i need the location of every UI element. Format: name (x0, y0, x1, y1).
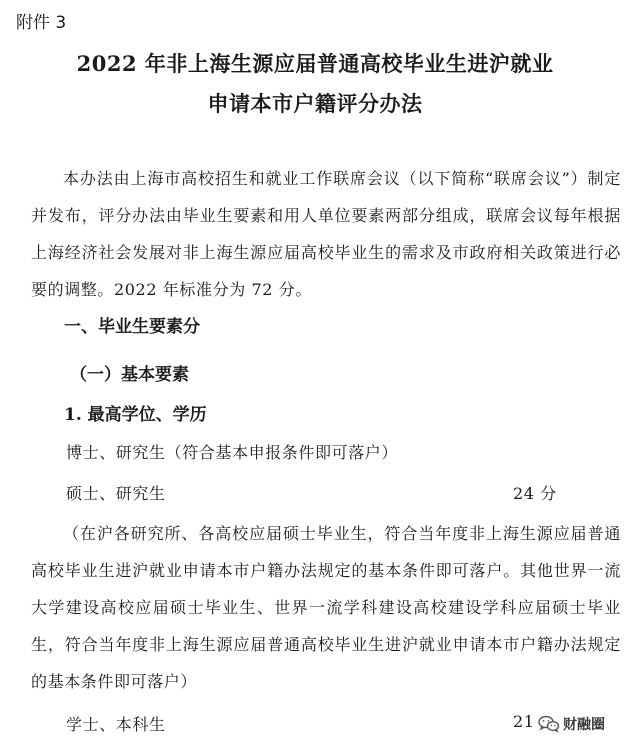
item-heading: 1. 最高学位、学历 (64, 405, 207, 425)
intro-paragraph: 本办法由上海市高校招生和就业工作联席会议（以下简称“联席会议”）制定并发布，评分办法由毕业生要素和用人单位要素两部分组成，联席会议每年根据上海经济社会发展对非上海生源应届高校毕业生的需求及市政府相关政策进行必要的调整。2022 年标准分为 72 分。 (31, 169, 621, 299)
wechat-icon (538, 715, 560, 733)
master-label: 硕士、研究生 (66, 484, 166, 503)
subsection-heading: （一）基本要素 (70, 365, 189, 385)
bachelor-score: 21 (513, 712, 535, 731)
attachment-label: 附件 3 (16, 13, 67, 33)
master-note-paragraph: （在沪各研究所、各高校应届硕士毕业生，符合当年度非上海生源应届普通高校毕业生进沪就业申请本市户籍办法规定的基本条件即可落户。其他世界一流大学建设高校应届硕士毕业生、世界一流学科建设高校建设学科应届硕士毕业生，符合当年度非上海生源应届普通高校毕业生进沪就业申请本市户籍办法规定的基本条件即可落户） (31, 524, 621, 691)
watermark-text: 财融圈 (563, 717, 605, 733)
watermark (536, 714, 607, 734)
document-title-line-1: 2022 年非上海生源应届普通高校毕业生进沪就业 (76, 51, 554, 76)
master-score: 24 分 (513, 484, 557, 503)
bachelor-label: 学士、本科生 (66, 715, 166, 734)
phd-line: 博士、研究生（符合基本申报条件即可落户） (66, 443, 399, 462)
section-heading: 一、毕业生要素分 (64, 317, 200, 337)
document-title-line-2: 申请本市户籍评分办法 (207, 91, 423, 116)
